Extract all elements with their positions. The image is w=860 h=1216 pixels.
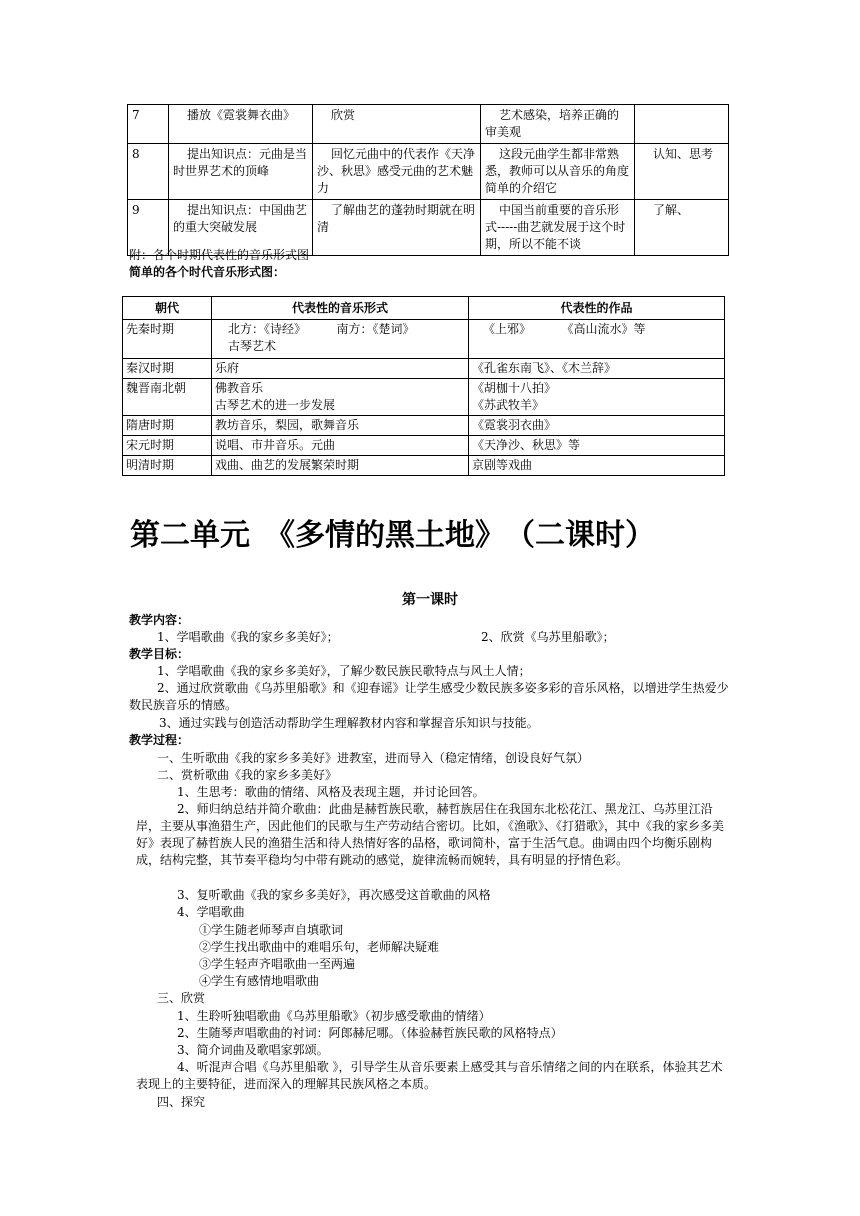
process-2-4: 4、学唱歌曲	[177, 905, 245, 919]
step-activity: 提出知识点：中国曲艺的重大突破发展	[169, 200, 313, 256]
process-2-4c: ③学生轻声齐唱歌曲一至两遍	[199, 957, 356, 971]
dynasty-name: 隋唐时期	[123, 416, 212, 436]
process-2: 二、赏析歌曲《我的家乡多美好》	[157, 768, 338, 782]
step-number: 7	[128, 105, 169, 144]
step-number: 8	[128, 144, 169, 200]
process-3-3: 3、简介词曲及歌唱家郭颂。	[177, 1043, 329, 1057]
dynasty-row	[123, 379, 725, 416]
process-2-4b: ②学生找出歌曲中的难唱乐句，老师解决疑难	[199, 940, 440, 954]
process-2-4a: ①学生随老师琴声自填歌词	[199, 923, 344, 937]
step-method: 回忆元曲中的代表作《天净沙、秋思》感受元曲的艺术魅力	[313, 144, 481, 200]
music-form-cell	[212, 359, 469, 379]
dynasty-name: 宋元时期	[123, 436, 212, 456]
representative-work: 《霓裳羽衣曲》	[472, 418, 557, 432]
representative-work-cell	[469, 416, 725, 436]
music-form-cell	[212, 416, 469, 436]
step-goal	[635, 105, 729, 144]
header-dynasty: 朝代	[123, 297, 212, 320]
dynasty-row	[123, 456, 725, 476]
header-form: 代表性的音乐形式	[212, 297, 469, 320]
step-intent: 中国当前重要的音乐形式-----曲艺就发展于这个时期，所以不能不谈	[481, 200, 635, 256]
step-method: 欣赏	[313, 105, 481, 144]
dynasty-row	[123, 320, 725, 359]
representative-work: 京剧等戏曲	[472, 458, 533, 472]
heading-goals: 教学目标：	[129, 647, 190, 661]
music-form-cell	[212, 456, 469, 476]
step-number: 9	[128, 200, 169, 256]
step-intent: 艺术感染，培养正确的审美观	[481, 105, 635, 144]
lesson-step-row	[128, 105, 729, 144]
representative-work: 《上邪》 《高山流水》等	[483, 322, 646, 336]
dynasty-row	[123, 359, 725, 379]
music-forms-table	[122, 296, 725, 476]
dynasty-name: 魏晋南北朝	[123, 379, 212, 416]
dynasty-row	[123, 416, 725, 436]
dynasty-row	[123, 436, 725, 456]
step-activity: 播放《霓裳舞衣曲》	[169, 105, 313, 144]
music-form: 北方：《诗经》 南方：《楚词》	[228, 322, 415, 336]
header-works: 代表性的作品	[469, 297, 725, 320]
process-2-3: 3、复听歌曲《我的家乡多美好》，再次感受这首歌曲的风格	[177, 888, 491, 902]
process-3-1: 1、生聆听独唱歌曲《乌苏里船歌》（初步感受歌曲的情绪）	[177, 1009, 491, 1023]
representative-work-cell	[469, 359, 725, 379]
dynasty-name: 明清时期	[123, 456, 212, 476]
goal-3: 3、通过实践与创造活动帮助学生理解教材内容和掌握音乐知识与技能。	[159, 716, 539, 730]
content-item-2: 2、欣赏《乌苏里船歌》；	[481, 630, 615, 644]
process-3-4: 4、听混声合唱《乌苏里船歌 》，引导学生从音乐要素上感受其与音乐情绪之间的内在联系，体验其艺术表现上的主要特征，进而深入的理解其民族风格之本质。	[136, 1060, 723, 1091]
music-form-cell	[212, 320, 469, 359]
step-method: 了解曲艺的蓬勃时期就在明清	[313, 200, 481, 256]
process-3: 三、欣赏	[157, 991, 206, 1005]
music-form-cell	[212, 379, 469, 416]
representative-work: 《苏武牧羊》	[472, 398, 545, 412]
step-goal: 认知、思考	[635, 144, 729, 200]
process-2-4d: ④学生有感情地唱歌曲	[199, 974, 320, 988]
representative-work: 《胡枷十八拍》	[472, 381, 557, 395]
representative-work-cell	[469, 456, 725, 476]
step-goal: 了解、	[635, 200, 729, 256]
representative-work-cell	[469, 320, 725, 359]
unit-title: 第二单元 《多情的黑土地》 （二课时）	[130, 518, 655, 553]
music-form: 教坊音乐，梨园，歌舞音乐	[215, 418, 360, 432]
lesson-steps-table	[127, 104, 729, 256]
music-form: 戏曲、曲艺的发展繁荣时期	[215, 458, 360, 472]
music-form: 说唱、市井音乐。元曲	[215, 438, 336, 452]
goal-1: 1、学唱歌曲《我的家乡多美好》，了解少数民族民歌特点与风土人情；	[157, 664, 531, 678]
goal-2: 2、通过欣赏歌曲《乌苏里船歌》和《迎春谣》让学生感受少数民族多姿多彩的音乐风格，以增进学生热爱少数民族音乐的情感。	[129, 681, 729, 712]
music-form: 佛教音乐	[215, 381, 264, 395]
music-form: 古琴艺术	[228, 339, 277, 353]
representative-work: 《孔雀东南飞》、《木兰辞》	[472, 361, 617, 375]
heading-content: 教学内容：	[129, 613, 190, 627]
content-item-1: 1、学唱歌曲《我的家乡多美好》；	[157, 630, 339, 644]
dynasty-name: 秦汉时期	[123, 359, 212, 379]
lesson-title: 第一课时	[402, 592, 458, 608]
heading-process: 教学过程：	[129, 733, 190, 747]
process-2-2: 2、师归纳总结并简介歌曲：此曲是赫哲族民歌，赫哲族居住在我国东北松花江、黑龙江、乌苏里江沿岸，主要从事渔猎生产，因此他们的民歌与生产劳动结合密切。比如，《渔歌》、《打猎歌》，其中《我的家乡多美好》表现了赫哲族人民的渔猎生活和待人热情好客的品格，歌词简朴，富于生活气息。曲调由四个均衡乐剧构成，结构完整，其节奏平稳均匀中带有跳动的感觉，旋律流畅而婉转，具有明显的抒情色彩。	[136, 802, 725, 867]
dynasty-name: 先秦时期	[123, 320, 212, 359]
music-form-cell	[212, 436, 469, 456]
music-form: 古琴艺术的进一步发展	[215, 398, 336, 412]
representative-work-cell	[469, 436, 725, 456]
process-4: 四、探究	[157, 1095, 206, 1109]
representative-work: 《天净沙、秋思》等	[472, 438, 581, 452]
music-form: 乐府	[215, 361, 240, 375]
step-activity: 提出知识点：元曲是当时世界艺术的顶峰	[169, 144, 313, 200]
appendix-note: 附：各个时期代表性的音乐形式图	[129, 248, 310, 262]
representative-work-cell	[469, 379, 725, 416]
process-2-1: 1、生思考：歌曲的情绪、风格及表现主题，并讨论回答。	[177, 785, 485, 799]
step-intent: 这段元曲学生都非常熟悉，教师可以从音乐的角度简单的介绍它	[481, 144, 635, 200]
process-1: 一、生听歌曲《我的家乡多美好》进教室，进而导入（稳定情绪，创设良好气氛）	[157, 751, 590, 765]
process-3-2: 2、生随琴声唱歌曲的衬词：阿郎赫尼哪。（体验赫哲族民歌的风格特点）	[177, 1026, 563, 1040]
appendix-title: 简单的各个时代音乐形式图：	[129, 265, 286, 279]
lesson-step-row	[128, 144, 729, 200]
